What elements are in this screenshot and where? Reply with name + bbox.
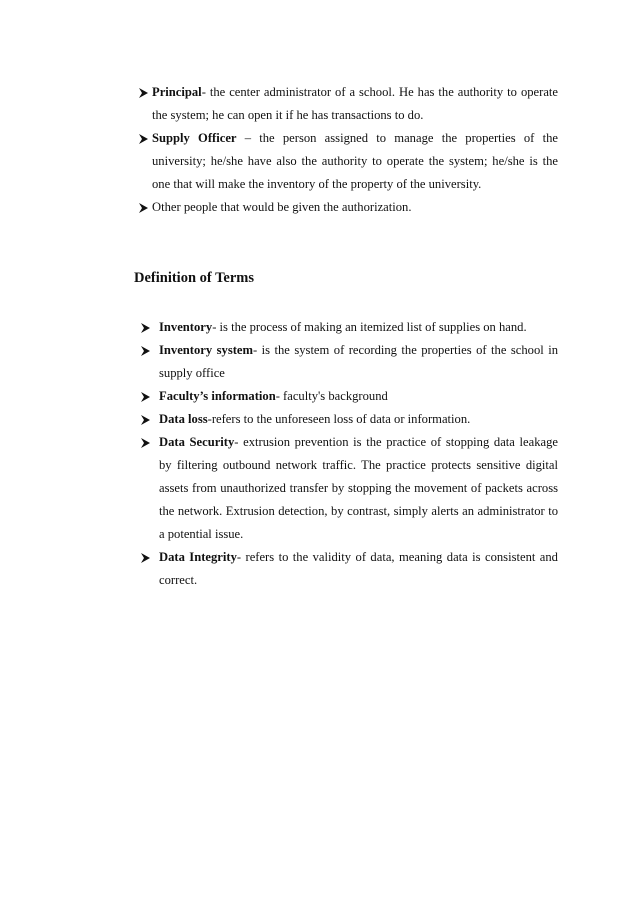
arrowhead-bullet-icon bbox=[140, 546, 150, 569]
list-item-text: Other people that would be given the authorization. bbox=[152, 200, 412, 214]
arrowhead-bullet-icon bbox=[140, 431, 150, 454]
term-description: - faculty's background bbox=[275, 389, 388, 403]
term-principal: Principal bbox=[152, 85, 202, 99]
arrowhead-bullet-icon bbox=[138, 127, 148, 150]
term-supply-officer: Supply Officer bbox=[152, 131, 237, 145]
user-roles-list bbox=[138, 81, 558, 219]
list-item bbox=[140, 431, 558, 546]
list-item bbox=[140, 546, 558, 592]
term-data-security: Data Security bbox=[159, 435, 235, 449]
term-inventory-system: Inventory system bbox=[159, 343, 253, 357]
list-item bbox=[140, 408, 558, 431]
definitions-list bbox=[140, 316, 558, 592]
term-data-loss: Data loss bbox=[159, 412, 208, 426]
arrowhead-bullet-icon bbox=[140, 316, 150, 339]
arrowhead-bullet-icon bbox=[140, 339, 150, 362]
list-item bbox=[138, 196, 558, 219]
list-item bbox=[140, 339, 558, 385]
term-description: - is the system of recording the properties of the school in supply office bbox=[159, 343, 558, 380]
list-item bbox=[138, 81, 558, 127]
list-item bbox=[140, 316, 558, 339]
term-inventory: Inventory bbox=[159, 320, 213, 334]
term-data-integrity: Data Integrity bbox=[159, 550, 237, 564]
term-description: - extrusion prevention is the practice of stopping data leakage by filtering outbound network traffic. The practice protects sensitive digital assets from unauthorized transfer by stopping the movement of packets across the network. Extrusion detection, by contrast, simply alerts an administrator to a potential issue. bbox=[159, 435, 558, 541]
list-item bbox=[138, 127, 558, 196]
list-item bbox=[140, 385, 558, 408]
arrowhead-bullet-icon bbox=[140, 385, 150, 408]
term-description: - is the process of making an itemized list of supplies on hand. bbox=[212, 320, 527, 334]
term-description: - the center administrator of a school. He has the authority to operate the system; he can open it if he has transactions to do. bbox=[152, 85, 558, 122]
term-faculty-information: Faculty’s information bbox=[159, 389, 276, 403]
section-heading: Definition of Terms bbox=[134, 270, 255, 286]
arrowhead-bullet-icon bbox=[138, 81, 148, 104]
term-description: -refers to the unforeseen loss of data or information. bbox=[207, 412, 471, 426]
arrowhead-bullet-icon bbox=[138, 196, 148, 219]
term-description: – the person assigned to manage the properties of the university; he/she have also the authority to operate the system; he/she is the one that will make the inventory of the property of the university. bbox=[152, 131, 558, 191]
term-description: - refers to the validity of data, meaning data is consistent and correct. bbox=[159, 550, 558, 587]
arrowhead-bullet-icon bbox=[140, 408, 150, 431]
